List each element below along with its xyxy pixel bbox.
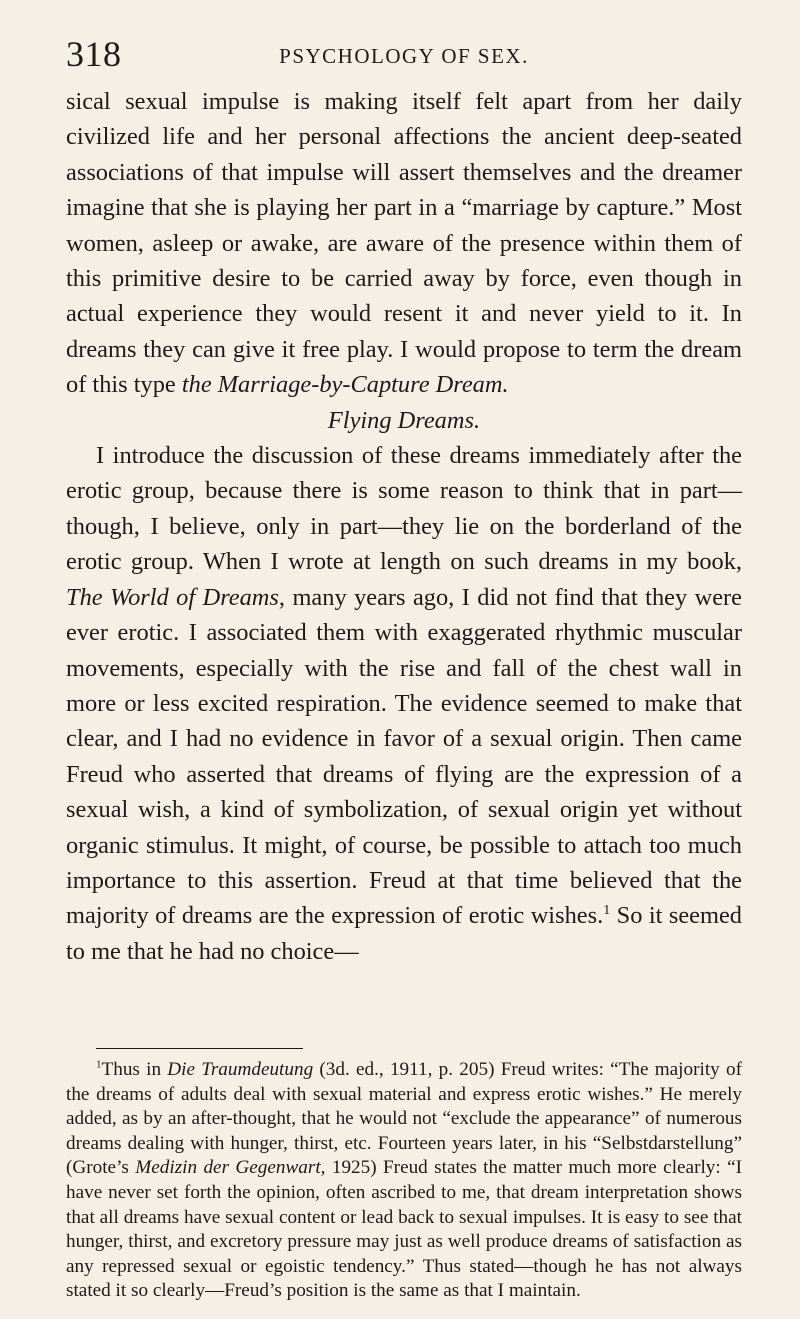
page-number: 318 <box>66 34 122 74</box>
footnote-text: (3d. ed., 1911, p. 205) Freud writes: “The majority of the dreams of adults deal with sexual material and express erotic wishes.” He merely added, as by an after-thought, that he would not “exclude the appearance” of numerous dreams dealing with hunger, thirst, etc. Fourteen years later, in his “Selbstdarstellung” (Grote’s <box>66 1059 742 1179</box>
footnote-marker: 1 <box>96 1058 102 1071</box>
page-header <box>66 34 742 74</box>
paragraph-text: So it seemed to me that he had no choice— <box>66 902 742 965</box>
footnote-text: 1925) Freud states the matter much more clearly: “I have never set forth the opinion, often ascribed to me, that dream interpretation shows that all dreams have sexual content or lead back to sexual impulses. It is easy to see that hunger, thirst, and excretory pressure may just as well produce dreams of satisfaction as any repressed sexual or egoistic tendency.” Thus stated—though he has not always stated it so clearly—Freud’s position is the same as that I maintain. <box>66 1157 742 1302</box>
dream-type-name: the Marriage-by-Capture Dream. <box>181 371 509 399</box>
paragraph-flying-dreams <box>66 438 742 969</box>
footnote-text: Thus in <box>101 1059 168 1080</box>
footnote-reference: 1 <box>603 903 611 919</box>
paragraph-text: I introduce the discussion of these dreams immediately after the erotic group, because there is some reason to think that in part—though, I believe, only in part—they lie on the borderland of the erotic group. When I wrote at length on such dreams in my book, <box>66 442 742 576</box>
footnote <box>66 1058 742 1304</box>
paragraph-continuation <box>66 84 742 403</box>
book-title: The World of Dreams, <box>66 583 286 611</box>
running-head: PSYCHOLOGY OF SEX. <box>279 44 529 68</box>
footnote-divider <box>96 1048 303 1049</box>
footnote-book-title: Medizin der Gegenwart, <box>135 1157 326 1179</box>
body-text <box>66 84 742 969</box>
section-heading: Flying Dreams. <box>327 406 481 434</box>
footnote-book-title: Die Traumdeutung <box>167 1059 314 1080</box>
paragraph-text: many years ago, I did not find that they were ever erotic. I associated them with exaggerated rhythmic muscular movements, especially with the rise and fall of the chest wall in more or less excited respiration. The evidence seemed to make that clear, and I had no evidence in favor of a sexual origin. Then came Freud who asserted that dreams of flying are the expression of a sexual wish, a kind of symbolization, of sexual origin yet without organic stimulus. It might, of course, be possible to attach too much importance to this assertion. Freud at that time believed that the majority of dreams are the expression of erotic wishes. <box>66 583 742 930</box>
paragraph-text: sical sexual impulse is making itself felt apart from her daily civilized life and her personal affections the ancient deep-seated associations of that impulse will assert themselves and the dreamer imagine that she is playing her part in a “marriage by capture.” Most women, asleep or awake, are aware of the presence within them of this primitive desire to be carried away by force, even though in actual experience they would resent it and never yield to it. In dreams they can give it free play. I would propose to term the dream of this type <box>66 88 742 399</box>
